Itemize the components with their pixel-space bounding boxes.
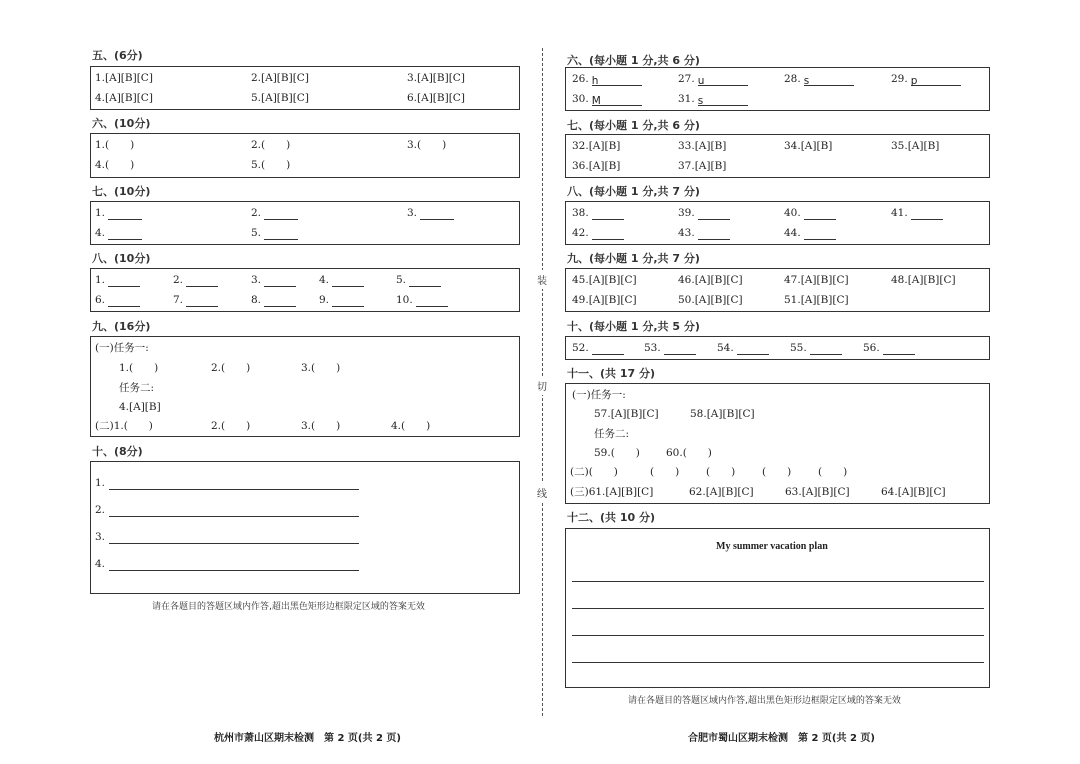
choice-item[interactable]: 58.[A][B][C] [690, 408, 755, 420]
item-number: 8. [251, 294, 262, 306]
page-footer: 合肥市蜀山区期末检测 第 2 页(共 2 页) [688, 733, 875, 744]
fill-blank[interactable] [572, 341, 624, 355]
blank-line [804, 208, 836, 220]
answer-paren[interactable]: 2.( ) [211, 362, 251, 374]
part-1-label: (一)任务一: [572, 389, 626, 401]
answer-paren[interactable]: 5.( ) [251, 159, 291, 171]
item-number: 5. [396, 274, 407, 286]
item-number: 26. [572, 73, 589, 85]
item-number: 29. [891, 73, 908, 85]
choice-item[interactable]: 64.[A][B][C] [881, 486, 946, 498]
blank-line [698, 228, 730, 240]
item-number: 4. [95, 558, 106, 570]
choice-item[interactable]: 45.[A][B][C] [572, 274, 637, 286]
item-number: 39. [678, 207, 695, 219]
fill-blank[interactable] [173, 293, 218, 307]
choice-item[interactable]: 63.[A][B][C] [785, 486, 850, 498]
item-number: 3. [407, 207, 418, 219]
fill-blank[interactable] [891, 72, 961, 86]
fill-blank[interactable] [678, 92, 748, 106]
section-7-heading: 七、(10分) [92, 185, 151, 198]
essay-title: My summer vacation plan [716, 541, 828, 552]
writing-line[interactable] [109, 489, 359, 490]
choice-item[interactable]: 50.[A][B][C] [678, 294, 743, 306]
section-8-heading: 八、(每小题 1 分,共 7 分) [567, 185, 700, 198]
answer-area-note: 请在各题目的答题区域内作答,超出黑色矩形边框限定区域的答案无效 [152, 602, 425, 612]
blank-line [108, 275, 140, 287]
choice-item[interactable]: 35.[A][B] [891, 140, 940, 152]
choice-item[interactable]: 6.[A][B][C] [407, 92, 465, 104]
section-5-box [90, 66, 520, 110]
item-number: 55. [790, 342, 807, 354]
choice-item[interactable]: 37.[A][B] [678, 160, 727, 172]
section-9-heading: 九、(16分) [92, 320, 151, 333]
letter-hint: s [804, 74, 854, 86]
fill-blank[interactable] [251, 206, 298, 220]
blank-line [883, 343, 915, 355]
section-5-heading: 五、(6分) [92, 49, 143, 62]
letter-hint: h [592, 74, 642, 86]
section-6-heading: 六、(10分) [92, 117, 151, 130]
item-number: 3. [95, 531, 106, 543]
choice-item[interactable]: 5.[A][B][C] [251, 92, 309, 104]
answer-paren[interactable]: ( ) [762, 466, 792, 478]
blank-line [592, 208, 624, 220]
fill-blank[interactable] [717, 341, 769, 355]
item-number: 41. [891, 207, 908, 219]
task-2-label: 任务二: [119, 382, 155, 394]
choice-item[interactable]: 36.[A][B] [572, 160, 621, 172]
answer-paren[interactable]: 4.( ) [391, 420, 431, 432]
item-number: 30. [572, 93, 589, 105]
writing-line[interactable] [572, 581, 984, 582]
answer-paren[interactable]: ( ) [818, 466, 848, 478]
section-6-box [90, 133, 520, 178]
fill-blank[interactable] [863, 341, 915, 355]
fill-blank[interactable] [251, 293, 296, 307]
choice-item[interactable]: 47.[A][B][C] [784, 274, 849, 286]
blank-line [264, 295, 296, 307]
section-6-heading: 六、(每小题 1 分,共 6 分) [567, 54, 700, 67]
fill-blank[interactable] [572, 72, 642, 86]
part-1-label: (一)任务一: [95, 342, 149, 354]
fill-blank[interactable] [790, 341, 842, 355]
answer-paren[interactable]: 60.( ) [666, 447, 712, 459]
item-number: 1. [95, 477, 106, 489]
blank-line [186, 275, 218, 287]
section-9-box [90, 336, 520, 437]
choice-item[interactable]: 49.[A][B][C] [572, 294, 637, 306]
item-number: 27. [678, 73, 695, 85]
blank-line [186, 295, 218, 307]
fill-blank[interactable] [251, 226, 298, 240]
item-number: 52. [572, 342, 589, 354]
section-7-heading: 七、(每小题 1 分,共 6 分) [567, 119, 700, 132]
fill-blank[interactable] [572, 92, 642, 106]
letter-hint: M [592, 94, 642, 106]
item-number: 28. [784, 73, 801, 85]
answer-paren[interactable]: 3.( ) [301, 420, 341, 432]
item-number: 38. [572, 207, 589, 219]
blank-line [416, 295, 448, 307]
fill-blank[interactable] [319, 273, 364, 287]
fill-blank[interactable] [678, 206, 730, 220]
blank-line [108, 295, 140, 307]
writing-line[interactable] [572, 662, 984, 663]
section-7-box [565, 134, 990, 178]
blank-line [420, 208, 454, 220]
section-9-box [565, 268, 990, 312]
blank-line [804, 228, 836, 240]
fill-blank[interactable] [95, 226, 142, 240]
part-2-label[interactable]: (二)( ) [570, 466, 618, 478]
choice-item[interactable]: 2.[A][B][C] [251, 72, 309, 84]
choice-item[interactable]: 33.[A][B] [678, 140, 727, 152]
binding-char: 线 [537, 483, 547, 502]
answer-paren[interactable]: 2.( ) [211, 420, 251, 432]
section-8-box [90, 268, 520, 312]
answer-paren[interactable]: ( ) [706, 466, 736, 478]
choice-item[interactable]: 4.[A][B] [119, 401, 161, 413]
answer-paren[interactable]: ( ) [650, 466, 680, 478]
blank-line [664, 343, 696, 355]
blank-line [911, 208, 943, 220]
choice-item[interactable]: 46.[A][B][C] [678, 274, 743, 286]
item-number: 4. [319, 274, 330, 286]
blank-line [810, 343, 842, 355]
fill-blank[interactable] [784, 226, 836, 240]
item-number: 5. [251, 227, 262, 239]
fill-blank[interactable] [678, 226, 730, 240]
fill-blank[interactable] [319, 293, 364, 307]
part-3-label[interactable]: (三)61.[A][B][C] [570, 486, 654, 498]
section-8-box [565, 201, 990, 245]
fill-blank[interactable] [251, 273, 296, 287]
fill-blank[interactable] [95, 273, 140, 287]
item-number: 10. [396, 294, 413, 306]
item-number: 9. [319, 294, 330, 306]
writing-line[interactable] [109, 543, 359, 544]
item-number: 43. [678, 227, 695, 239]
section-11-box [565, 383, 990, 504]
blank-line [108, 208, 142, 220]
fill-blank[interactable] [891, 206, 943, 220]
item-number: 42. [572, 227, 589, 239]
choice-item[interactable]: 51.[A][B][C] [784, 294, 849, 306]
answer-paren[interactable]: 3.( ) [407, 139, 447, 151]
fill-blank[interactable] [407, 206, 454, 220]
fill-blank[interactable] [784, 72, 854, 86]
answer-paren[interactable]: 4.( ) [95, 159, 135, 171]
answer-paren[interactable]: 3.( ) [301, 362, 341, 374]
blank-line [332, 275, 364, 287]
choice-item[interactable]: 62.[A][B][C] [689, 486, 754, 498]
choice-item[interactable]: 32.[A][B] [572, 140, 621, 152]
blank-line [264, 208, 298, 220]
choice-item[interactable]: 48.[A][B][C] [891, 274, 956, 286]
blank-line [332, 295, 364, 307]
fill-blank[interactable] [95, 206, 142, 220]
fill-blank[interactable] [95, 293, 140, 307]
writing-line[interactable] [109, 570, 359, 571]
fill-blank[interactable] [572, 206, 624, 220]
section-10-heading: 十、(每小题 1 分,共 5 分) [567, 320, 700, 333]
section-8-heading: 八、(10分) [92, 252, 151, 265]
fill-blank[interactable] [173, 273, 218, 287]
writing-line[interactable] [572, 608, 984, 609]
answer-area-note: 请在各题目的答题区域内作答,超出黑色矩形边框限定区域的答案无效 [628, 696, 901, 706]
item-number: 54. [717, 342, 734, 354]
choice-item[interactable]: 3.[A][B][C] [407, 72, 465, 84]
choice-item[interactable]: 1.[A][B][C] [95, 72, 153, 84]
letter-hint: p [911, 74, 961, 86]
item-number: 40. [784, 207, 801, 219]
section-10-box [565, 336, 990, 360]
item-number: 1. [95, 274, 106, 286]
writing-line[interactable] [109, 516, 359, 517]
task-2-label: 任务二: [594, 428, 630, 440]
item-number: 31. [678, 93, 695, 105]
item-number: 53. [644, 342, 661, 354]
item-number: 2. [95, 504, 106, 516]
answer-paren[interactable]: 1.( ) [119, 362, 159, 374]
binding-char: 切 [537, 376, 547, 395]
binding-char: 装 [537, 270, 547, 289]
blank-line [737, 343, 769, 355]
section-9-heading: 九、(每小题 1 分,共 7 分) [567, 252, 700, 265]
section-12-box [565, 528, 990, 688]
section-11-heading: 十一、(共 17 分) [567, 367, 656, 380]
page-footer: 杭州市萧山区期末检测 第 2 页(共 2 页) [214, 733, 401, 744]
fill-blank[interactable] [678, 72, 748, 86]
fill-blank[interactable] [784, 206, 836, 220]
letter-hint: s [698, 94, 748, 106]
item-number: 1. [95, 207, 106, 219]
writing-line[interactable] [572, 635, 984, 636]
item-number: 3. [251, 274, 262, 286]
fill-blank[interactable] [572, 226, 624, 240]
item-number: 56. [863, 342, 880, 354]
item-number: 2. [173, 274, 184, 286]
blank-line [409, 275, 441, 287]
blank-line [592, 343, 624, 355]
answer-paren[interactable]: 59.( ) [594, 447, 640, 459]
answer-paren[interactable]: 1.( ) [95, 139, 135, 151]
item-number: 4. [95, 227, 106, 239]
answer-paren[interactable]: 2.( ) [251, 139, 291, 151]
item-number: 6. [95, 294, 106, 306]
blank-line [264, 228, 298, 240]
section-10-box [90, 461, 520, 594]
blank-line [108, 228, 142, 240]
item-number: 7. [173, 294, 184, 306]
part-2-label[interactable]: (二)1.( ) [95, 420, 153, 432]
choice-item[interactable]: 4.[A][B][C] [95, 92, 153, 104]
fill-blank[interactable] [396, 273, 441, 287]
fill-blank[interactable] [396, 293, 448, 307]
fill-blank[interactable] [644, 341, 696, 355]
blank-line [592, 228, 624, 240]
choice-item[interactable]: 57.[A][B][C] [594, 408, 659, 420]
item-number: 44. [784, 227, 801, 239]
section-7-box [90, 201, 520, 245]
blank-line [264, 275, 296, 287]
blank-line [698, 208, 730, 220]
letter-hint: u [698, 74, 748, 86]
section-10-heading: 十、(8分) [92, 445, 143, 458]
item-number: 2. [251, 207, 262, 219]
choice-item[interactable]: 34.[A][B] [784, 140, 833, 152]
section-12-heading: 十二、(共 10 分) [567, 511, 656, 524]
section-6-box [565, 67, 990, 111]
